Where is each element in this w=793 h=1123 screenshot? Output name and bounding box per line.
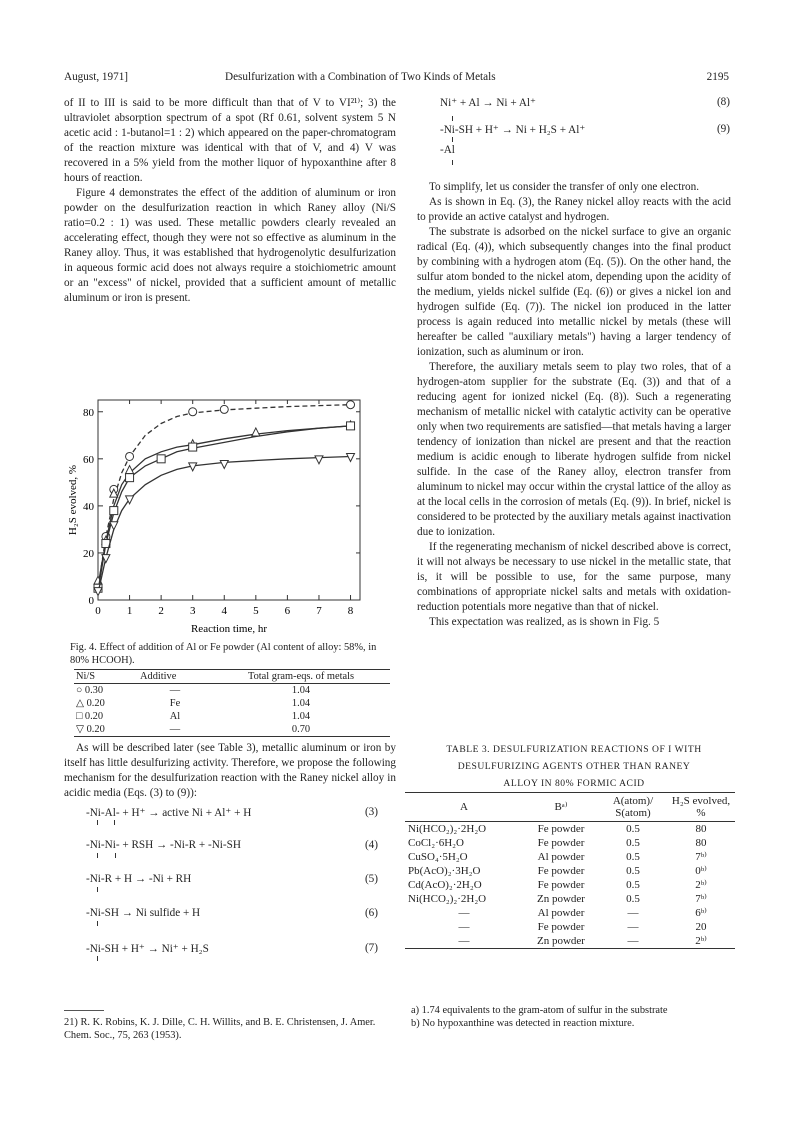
table-cell: 0.5 [626,879,640,891]
table-cell: Zn powder [537,893,585,905]
legend-total: 1.04 [291,698,311,709]
x-tick-label: 7 [316,605,322,617]
legend-additive: — [169,685,181,696]
equation-9: -Ni-SH + H⁺ → Ni + H₂S + Al⁺ [440,124,586,136]
series-triangle-down-line [98,457,351,593]
table-cell: 0.5 [626,851,640,863]
square-data-point [189,443,197,451]
table-3-header-a: A [405,793,523,822]
series-circle-line [98,405,351,591]
paragraph-continuation: of II to III is said to be more difficult than that of V to VI²¹⁾; 3) the ultraviolet absorption spectrum of a spot (Rf 0.61, solvent system 5 N acetic acid : 1-butanol=1 : 2) which appeared on the paper-chromatogram of the reaction mixture was identical with that of V, and 4) V was recovered in a 5% yield from the mother liquor of hypoxanthine after 8 hours of reaction. [64,97,396,184]
equation-9-number: (9) [716,123,730,135]
bond-tick [97,921,98,926]
table-cell: 80 [695,837,707,849]
table-cell: — [458,907,470,919]
circle-data-point [189,408,197,416]
legend-nis: 0.30 [84,685,104,696]
page-number: 2195 [706,71,729,83]
paragraph-substrate: The substrate is adsorbed on the nickel surface to give an organic radical (Eq. (4)), which subsequently changes into the final product by combining with a hydrogen atom (Eq. (5)). On the other hand, the sulfur atom bonded to the nickel atom, depending upon the acidity of the medium, yields nickel sulfide (Eq. (6)) or gives a nickel ion and hydrogen sulfide (Eq. (7)). The nickel ion produced in the latter process is again reduced into metallic nickel by metals (these will hereafter be called "auxiliary metals") having a larger tendency of ionization, such as aluminum or iron. [417,226,731,358]
x-tick-label: 5 [253,605,259,617]
y-tick-label: 20 [83,547,94,560]
left-column-mechanism-intro [64,741,396,801]
equation-7: -Ni-SH + H⁺ → Ni⁺ + H₂S [86,943,209,955]
table-cell: — [599,934,667,949]
table-row [405,920,735,934]
legend-additive: — [138,723,212,737]
equation-4: -Ni-Ni- + RSH → -Ni-R + -Ni-SH [86,839,241,851]
legend-row [74,684,390,698]
table-cell: 7ᵇ⁾ [695,851,707,863]
table-cell: — [627,921,639,933]
table-3-caption-line: ALLOY IN 80% FORMIC ACID [503,778,645,789]
triangle-down-marker-icon: ▽ [76,724,84,735]
equation-6: -Ni-SH → Ni sulfide + H [86,907,201,919]
x-tick-label: 3 [189,605,196,617]
table-cell: Al powder [537,851,585,863]
left-column-top [64,96,396,306]
legend-total: 0.70 [212,723,390,737]
table-row [405,836,735,850]
table-cell: 7ᵇ⁾ [695,893,707,905]
circle-data-point [126,452,134,460]
table-3-caption-line: TABLE 3. DESULFURIZATION REACTIONS OF I WITH [446,744,702,755]
table-row [405,878,735,892]
table-cell: — [627,907,639,919]
table-cell: — [405,934,523,949]
paragraph-regenerating: If the regenerating mechanism of nickel described above is correct, it will not always be necessary to use nickel in the metallic state, that is, it will be possible to use, for the same purpose, many combinations of appropriate nickel salts and metals with oxidation-reduction potentials more negative than that of nickel. [417,541,731,613]
triangle-up-marker-icon: △ [76,698,84,709]
legend-additive: Al [169,711,181,722]
table-cell: Zn powder [523,934,599,949]
y-tick-label: 80 [83,406,94,419]
equation-6-number: (6) [364,907,378,919]
table-cell: 80 [695,823,707,835]
y-tick-label: 60 [83,453,94,466]
table-3-caption [417,741,731,792]
equation-8: Ni⁺ + Al → Ni + Al⁺ [440,97,536,109]
table-cell: Ni(HCO₂)₂·2H₂O [408,823,487,835]
series-square-line [98,426,351,591]
bond-tick [97,820,98,825]
bond-tick [97,956,98,961]
bond-tick [114,820,115,825]
table-cell: 2ᵇ⁾ [695,879,707,891]
legend-nis: 0.20 [86,698,105,709]
table-3-caption-line: DESULFURIZING AGENTS OTHER THAN RANEY [457,761,691,772]
table-cell: 20 [695,921,707,933]
triangle-down-data-point [220,461,228,469]
table-3-body [405,822,735,949]
x-tick-label: 8 [347,605,354,617]
bond-tick [97,853,98,858]
plot-frame [98,400,360,600]
table-cell: 0.5 [626,865,640,877]
legend-total: 1.04 [291,685,311,696]
legend-row [74,697,390,710]
legend-total: 1.04 [291,711,311,722]
equation-5-number: (5) [364,873,378,885]
table-row [405,850,735,864]
circle-data-point [347,401,355,409]
equation-3-number: (3) [364,806,378,818]
bond-tick [115,853,116,858]
table-cell: Fe powder [537,837,585,849]
bond-tick [452,137,453,142]
legend-header-nis: Ni/S [74,670,138,684]
table-row [405,864,735,878]
right-column-text [417,180,731,630]
table-cell: — [458,921,470,933]
legend-additive: Fe [169,698,181,709]
circle-marker-icon: ○ [76,685,83,696]
figure-4-caption: Fig. 4. Effect of addition of Al or Fe powder (Al content of alloy: 58%, in 80% HCOOH). [70,642,377,666]
x-tick-label: 4 [221,605,228,617]
table-cell: Fe powder [537,823,585,835]
equation-4-number: (4) [364,839,378,851]
bond-tick [452,160,453,165]
circle-data-point [220,405,228,413]
table-cell: Fe powder [537,879,585,891]
triangle-down-data-point [315,456,323,464]
table-row [405,934,735,949]
table-3 [405,792,735,949]
table-3-notes [411,1004,741,1030]
table-cell: Pb(AcO)₂·3H₂O [408,865,481,877]
y-tick-label: 0 [88,595,94,607]
paragraph-mechanism: As will be described later (see Table 3), metallic aluminum or iron by itself has little desulfurizing activity. Therefore, we propose the following mechanism for the desulfurization reaction with the Raney nickel alloy in acidic media (Eqs. (3) to (9)): [64,742,396,799]
square-data-point [347,422,355,430]
table-row [405,822,735,837]
paragraph-simplify: To simplify, let us consider the transfer of only one electron. [429,181,700,193]
triangle-down-data-point [347,453,355,461]
paragraph-figure4: Figure 4 demonstrates the effect of the addition of aluminum or iron powder on the desulfurization reaction in which Raney alloy (Ni/S ratio=0.2 : 1) was used. These metallic powders clearly revealed an accelerating effect, though they were not so effective as aluminum in the Raney alloy. Thus, it was established that hydrogenolytic desulfurization in aqueous formic acid does not always require a stoichiometric amount or an "excess" of nickel, provided that a sufficient amount of metallic aluminum or iron is present. [64,187,396,304]
table-row [405,892,735,906]
paragraph-auxiliary-metals: Therefore, the auxiliary metals seem to play two roles, that of a hydrogen-atom supplier for the substrate (Eq. (3)) and that of a reducing agent for ionized nickel (Eq. (8)). Such a regenerating mechanism of metallic nickel with catalytic activity can be operative only when two requirements are satisfied—that metals having a larger tendency of ionization than nickel are present and that the reaction medium is acidic enough to liberate hydrogen sulfide from nickel sulfide. In the case of the Raney alloy, electron transfer from aluminum to nickel may occur within the crystal lattice of the alloy as at the local cells in the corrosion of metals (Eq. (9)). In brief, nickel is considered to be protected by the auxiliary metals against inactivation due to ionization. [417,361,731,538]
equation-5: -Ni-R + H → -Ni + RH [86,873,192,885]
legend-header-additive: Additive [138,670,212,684]
table-3-header-b: Bᵃ⁾ [523,793,599,822]
legend-header-total: Total gram-eqs. of metals [212,670,390,684]
figure-4-chart [66,392,366,642]
table-cell: 0.5 [626,893,640,905]
legend-nis: 0.20 [84,711,104,722]
table-3-note-a: a) 1.74 equivalents to the gram-atom of sulfur in the substrate [411,1005,668,1016]
x-tick-label: 2 [158,605,164,617]
x-tick-label: 0 [95,605,101,617]
triangle-up-data-point [252,428,260,436]
table-3-note-b: b) No hypoxanthine was detected in reaction mixture. [411,1018,635,1029]
table-cell: 0.5 [626,823,640,835]
y-tick-label: 40 [83,500,94,513]
table-cell: CoCl₂·6H₂O [408,837,464,849]
series-triangle-up-line [98,426,351,586]
table-cell: Cd(AcO)₂·2H₂O [408,879,482,891]
footnote-rule [64,1010,104,1011]
figure-4-legend-table [74,669,390,737]
square-data-point [126,474,134,482]
table-row [405,906,735,920]
table-cell: 0.5 [626,837,640,849]
bond-tick [452,116,453,121]
table-cell: Ni(HCO₂)₂·2H₂O [408,893,487,905]
running-header-date: August, 1971] [64,71,129,83]
x-tick-label: 1 [126,605,133,617]
table-3-header-ratio: A(atom)/ S(atom) [599,793,667,822]
paragraph-expectation: This expectation was realized, as is shown in Fig. 5 [429,616,660,628]
square-data-point [110,507,118,515]
table-cell: Al powder [537,907,585,919]
x-tick-label: 6 [284,605,291,617]
running-header-title: Desulfurization with a Combination of Two Kinds of Metals [225,71,496,83]
x-axis-label: Reaction time, hr [190,623,268,635]
legend-row [74,723,390,737]
table-cell: Fe powder [537,865,585,877]
bond-tick [97,887,98,892]
paragraph-eq3: As is shown in Eq. (3), the Raney nickel alloy reacts with the acid to provide an active catalyst and hydrogen. [417,196,731,223]
table-cell: Fe powder [537,921,585,933]
y-axis-label: H₂S evolved, % [67,464,79,536]
table-cell: 2ᵇ⁾ [667,934,735,949]
table-cell: 6ᵇ⁾ [695,907,707,919]
table-cell: 0ᵇ⁾ [695,865,707,877]
table-cell: CuSO₄·5H₂O [408,851,468,863]
legend-row [74,710,390,723]
table-3-header-h2s: H₂S evolved, % [667,793,735,822]
legend-nis: 0.20 [86,724,105,735]
equation-7-number: (7) [364,942,378,954]
footnote-21: 21) R. K. Robins, K. J. Dille, C. H. Willits, and B. E. Christensen, J. Amer. Chem. Soc., 75, 263 (1953). [64,1017,376,1041]
square-data-point [157,455,165,463]
equation-3: -Ni-Al- + H⁺ → active Ni + Al⁺ + H [86,807,252,819]
equation-9-substituent: -Al [440,144,455,156]
equation-8-number: (8) [716,96,730,108]
square-marker-icon: □ [76,711,83,722]
